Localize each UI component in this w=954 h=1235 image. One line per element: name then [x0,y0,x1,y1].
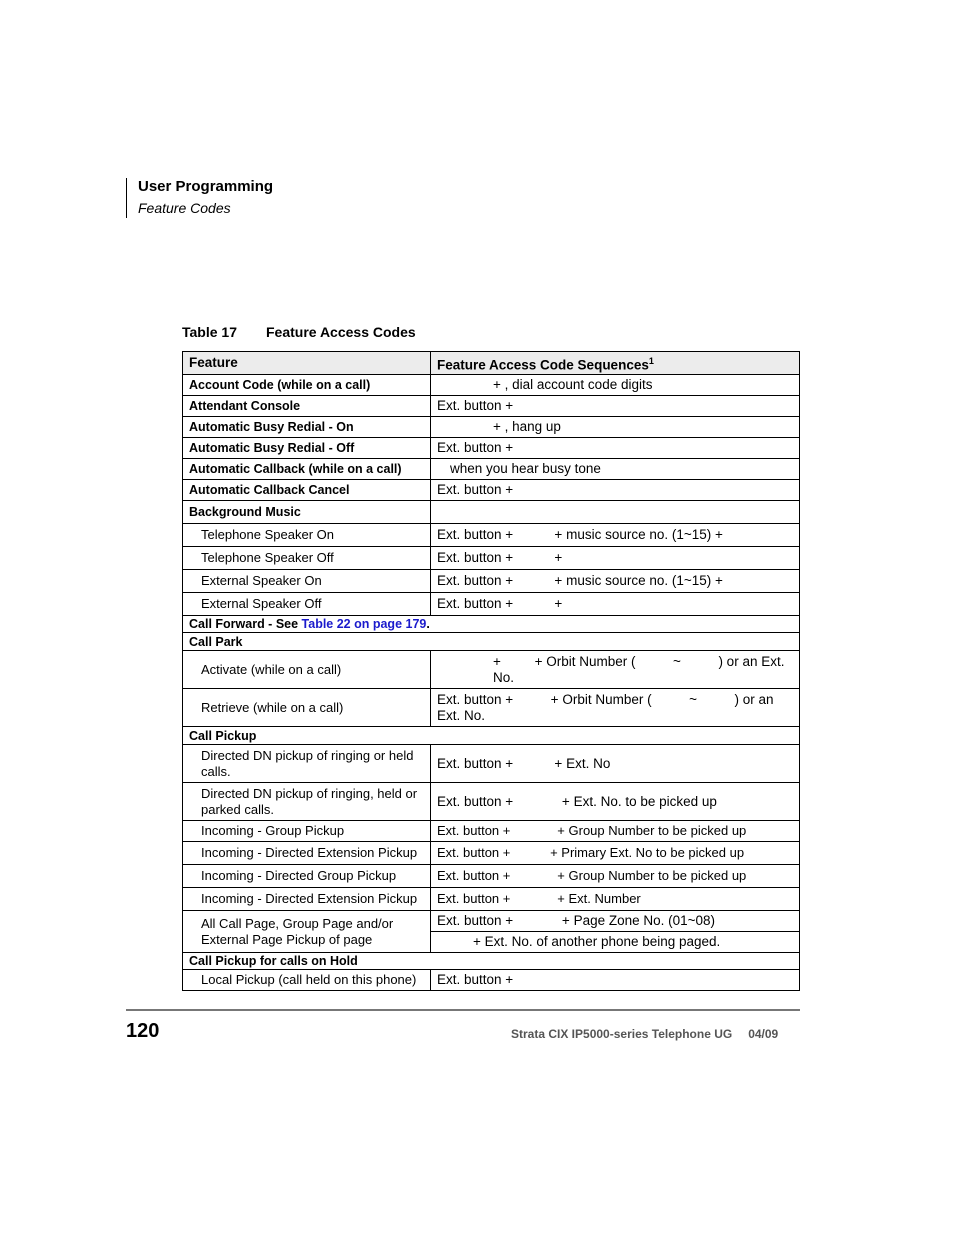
table-row [183,593,800,616]
call-forward-link[interactable]: Table 22 on page 179 [301,617,427,631]
code-cell: Ext. button + + Group Number to be picked up [431,821,800,842]
feature-cell: External Speaker On [183,570,431,593]
table-row [183,727,800,745]
feature-cell: Directed DN pickup of ringing, held or parked calls. [183,783,431,821]
feature-cell: Activate (while on a call) [183,651,431,689]
feature-cell: Call Pickup [183,727,800,745]
code-cell: Ext. button + + music source no. (1~15) + [431,524,800,547]
feature-access-codes-table [182,351,800,991]
table-row [183,865,800,888]
table-row [183,953,800,970]
code-cell: Ext. button + + [431,547,800,570]
code-cell: Ext. button + [431,438,800,459]
doc-date: 04/09 [748,1027,779,1041]
table-row [183,616,800,633]
table-header-row [183,352,800,375]
feature-cell: Telephone Speaker Off [183,547,431,570]
table-row [183,438,800,459]
feature-cell: All Call Page, Group Page and/or External Page Pickup of page [183,911,431,953]
table-row [183,911,800,932]
table-row [183,651,800,689]
table-title: Feature Access Codes [266,324,416,340]
feature-cell: Background Music [183,501,431,524]
table-row [183,570,800,593]
feature-cell: Incoming - Directed Extension Pickup [183,842,431,865]
code-cell: Ext. button + [431,480,800,501]
feature-cell: Automatic Busy Redial - On [183,417,431,438]
table-row [183,547,800,570]
feature-cell: Telephone Speaker On [183,524,431,547]
code-cell: Ext. button + + Ext. No. to be picked up [431,783,800,821]
table-row [183,745,800,783]
code-cell: Ext. button + [431,396,800,417]
table-row [183,459,800,480]
feature-cell: Incoming - Group Pickup [183,821,431,842]
code-cell [431,501,800,524]
page-number: 120 [126,1020,160,1042]
table-row [183,396,800,417]
table-row [183,501,800,524]
code-cell: Ext. button + + music source no. (1~15) + [431,570,800,593]
feature-cell: Call Park [183,633,800,651]
code-cell: Ext. button + + Page Zone No. (01~08) [431,911,800,932]
table-row [183,783,800,821]
code-cell: Ext. button + [431,970,800,991]
doc-title: Strata CIX IP5000-series Telephone UG [511,1027,733,1041]
footer-doc-info [511,1027,778,1041]
table-row [183,524,800,547]
feature-cell: Incoming - Directed Group Pickup [183,865,431,888]
footer-rule [126,1009,800,1011]
code-cell: Ext. button + + Primary Ext. No to be picked up [431,842,800,865]
table-row [183,480,800,501]
feature-cell: Account Code (while on a call) [183,375,431,396]
feature-cell: Automatic Callback Cancel [183,480,431,501]
feature-cell: Incoming - Directed Extension Pickup [183,888,431,911]
table-row [183,375,800,396]
code-cell: + , hang up [431,417,800,438]
code-cell: Ext. button + + Ext. No [431,745,800,783]
section-subtitle: Feature Codes [138,200,231,216]
feature-cell: Directed DN pickup of ringing or held calls. [183,745,431,783]
feature-cell: Call Pickup for calls on Hold [183,953,800,970]
feature-cell: Call Forward - See Table 22 on page 179. [183,616,800,633]
table-row [183,970,800,991]
table-row [183,821,800,842]
table-row [183,842,800,865]
column-header-codes: Feature Access Code Sequences$^1$ [431,352,800,375]
section-title: User Programming [138,178,274,195]
code-cell: Ext. button + + [431,593,800,616]
feature-cell: Local Pickup (call held on this phone) [183,970,431,991]
code-cell: + + Orbit Number ( ~ ) or an Ext. No. [431,651,800,689]
column-header-feature: Feature [183,352,431,375]
table-row [183,417,800,438]
code-cell: + , dial account code digits [431,375,800,396]
feature-cell: Automatic Busy Redial - Off [183,438,431,459]
code-cell: + Ext. No. of another phone being paged. [431,932,800,953]
feature-cell: Automatic Callback (while on a call) [183,459,431,480]
code-cell: Ext. button + + Orbit Number ( ~ ) or an Ext. No. [431,689,800,727]
code-cell: Ext. button + + Group Number to be picked up [431,865,800,888]
table-row [183,689,800,727]
table-row [183,633,800,651]
header-rule [126,178,127,218]
table-number: Table 17 [182,324,237,340]
table-row [183,888,800,911]
table-caption [182,324,416,340]
feature-cell: External Speaker Off [183,593,431,616]
feature-cell: Retrieve (while on a call) [183,689,431,727]
feature-cell: Attendant Console [183,396,431,417]
code-cell: when you hear busy tone [431,459,800,480]
code-cell: Ext. button + + Ext. Number [431,888,800,911]
